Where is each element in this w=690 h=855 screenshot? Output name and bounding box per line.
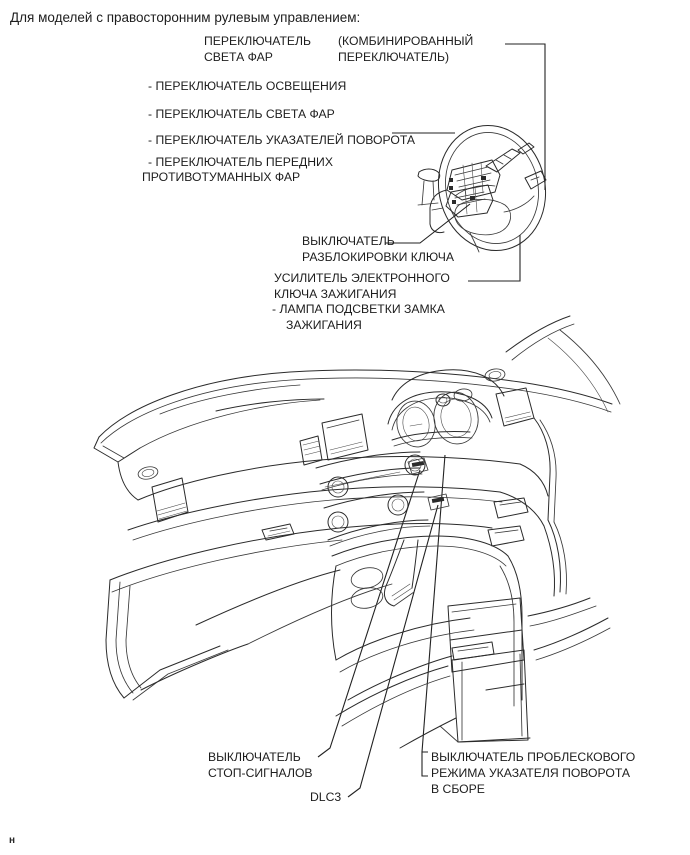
leader-lines-bottom	[318, 455, 445, 797]
combination-switch-body	[446, 160, 500, 217]
callout-headlight-switch-line2: СВЕТА ФАР	[204, 50, 273, 64]
callout-ignition-illumination-line1: - ЛАМПА ПОДСВЕТКИ ЗАМКА	[272, 302, 445, 316]
callout-hazard-switch-line2: РЕЖИМА УКАЗАТЕЛЯ ПОВОРОТА	[431, 766, 631, 780]
callout-fog-switch-line1: - ПЕРЕКЛЮЧАТЕЛЬ ПЕРЕДНИХ	[148, 155, 333, 169]
callout-combination-switch-line2: ПЕРЕКЛЮЧАТЕЛЬ)	[338, 50, 450, 64]
callout-headlight-switch-line1: ПЕРЕКЛЮЧАТЕЛЬ	[204, 34, 312, 48]
callout-transponder-amplifier-line1: УСИЛИТЕЛЬ ЭЛЕКТРОННОГО	[274, 271, 450, 285]
callout-light-control-switch: - ПЕРЕКЛЮЧАТЕЛЬ ОСВЕЩЕНИЯ	[148, 79, 347, 93]
callout-headlamp-dimmer-switch: - ПЕРЕКЛЮЧАТЕЛЬ СВЕТА ФАР	[148, 107, 335, 121]
page-title: Для моделей с правосторонним рулевым управлением:	[10, 10, 361, 25]
leader-lines-top	[392, 44, 545, 190]
callout-hazard-switch-line3: В СБОРЕ	[431, 782, 485, 796]
callout-stop-lamp-switch-line1: ВЫКЛЮЧАТЕЛЬ	[208, 750, 301, 764]
page-mark: н	[9, 835, 16, 846]
callout-stop-lamp-switch-line2: СТОП-СИГНАЛОВ	[208, 766, 313, 780]
callout-transponder-amplifier-line2: КЛЮЧА ЗАЖИГАНИЯ	[274, 287, 397, 301]
callout-turn-signal-switch: - ПЕРЕКЛЮЧАТЕЛЬ УКАЗАТЕЛЕЙ ПОВОРОТА	[148, 133, 416, 147]
dashboard-drawing	[94, 316, 620, 748]
callout-combination-switch-line1: (КОМБИНИРОВАННЫЙ	[338, 34, 474, 48]
callout-hazard-switch-line1: ВЫКЛЮЧАТЕЛЬ ПРОБЛЕСКОВОГО	[431, 750, 636, 764]
callout-key-unlock-switch-line2: РАЗБЛОКИРОВКИ КЛЮЧА	[302, 250, 454, 264]
callout-dlc3: DLC3	[310, 790, 342, 804]
callout-fog-switch-line2: ПРОТИВОТУМАННЫХ ФАР	[142, 170, 301, 184]
callout-key-unlock-switch-line1: ВЫКЛЮЧАТЕЛЬ	[302, 234, 395, 248]
callout-ignition-illumination-line2: ЗАЖИГАНИЯ	[286, 318, 362, 332]
